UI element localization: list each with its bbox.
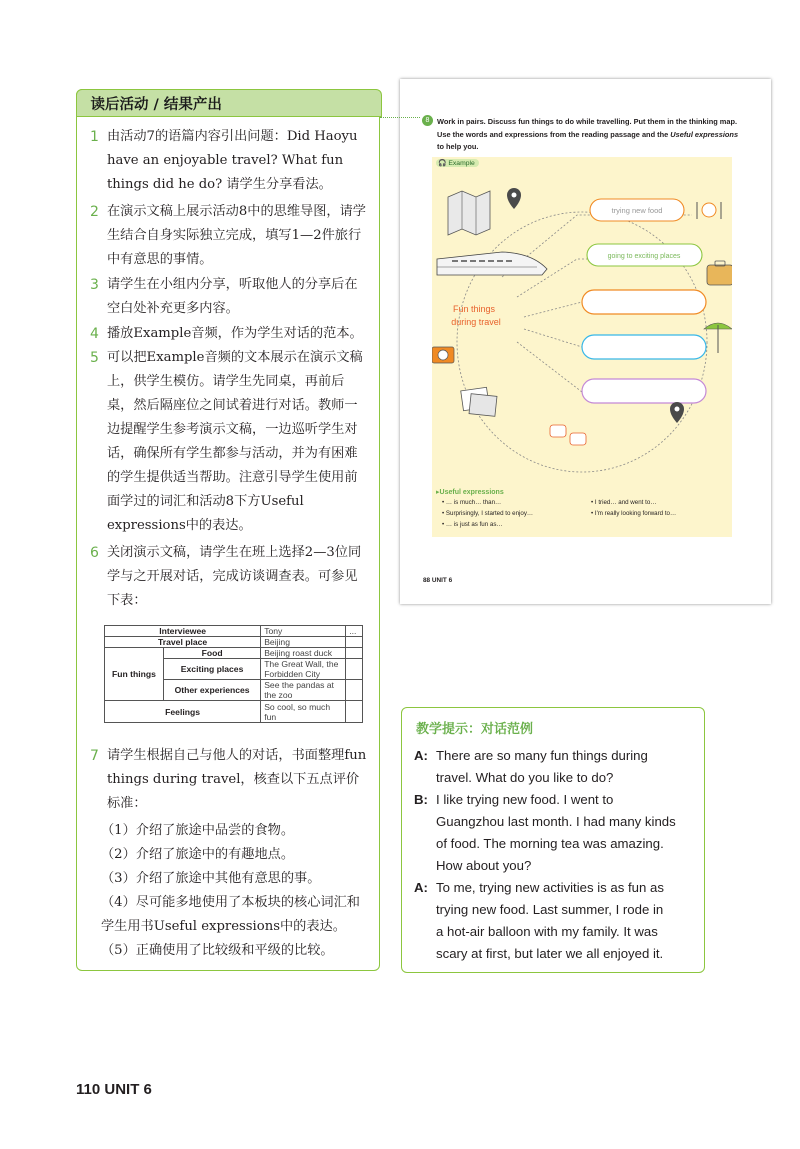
- activity-step-6: [90, 541, 370, 613]
- activity-step-1: [90, 125, 370, 197]
- table-cell: Fun things: [105, 648, 164, 701]
- book-page-footer: 88 UNIT 6: [423, 577, 453, 584]
- activity-step-4: [90, 322, 370, 346]
- step-text: 关闭演示文稿，请学生在班上选择2—3位同学与之开展对话，完成访谈调查表。可参见下表：: [107, 545, 362, 608]
- dialogue-line: [414, 877, 664, 899]
- table-cell: So cool, so much fun: [261, 701, 346, 723]
- page-footer: 110 UNIT 6: [76, 1081, 152, 1098]
- dialogue-text: There are so many fun things during: [436, 748, 648, 763]
- arrow-icon: ▸: [436, 489, 440, 496]
- table-row: [105, 626, 363, 637]
- dialogue-text: I like trying new food. I went to: [436, 792, 614, 807]
- center-label-line-1: Fun things: [452, 304, 496, 314]
- panel-title: 读后活动 / 结果产出: [90, 96, 222, 113]
- table-cell: [346, 659, 363, 680]
- table-cell: Food: [164, 648, 261, 659]
- table-cell: Beijing roast duck: [261, 648, 346, 659]
- tableware-icon: [697, 202, 721, 219]
- step-text: 请学生在小组内分享，听取他人的分享后在空白处补充更多内容。: [107, 277, 358, 316]
- table-cell: The Great Wall, the Forbidden City: [261, 659, 346, 680]
- useful-expressions-title: [436, 488, 736, 499]
- table-cell: See the pandas at the zoo: [261, 680, 346, 701]
- task-text-part: to help you.: [437, 142, 479, 151]
- step-number: 3: [90, 277, 99, 293]
- criterion-2: （2）介绍了旅途中的有趣地点。: [101, 847, 295, 862]
- folded-map-icon: [448, 191, 490, 235]
- activity-step-7: [90, 744, 370, 816]
- thinking-map: [432, 157, 732, 487]
- dialogue-line: trying new food. Last summer, I rode in: [436, 902, 664, 917]
- post-reading-activity-panel: [76, 89, 380, 971]
- task-text-part: Work in pairs. Discuss fun things to do while travelling. Put them in the thinking map. Use the words and expressions from the reading passage and the: [437, 117, 738, 139]
- step-number: 7: [90, 748, 99, 764]
- expression-item: • I tried… and went to…: [591, 499, 657, 506]
- criterion-4: （4）尽可能多地使用了本板块的核心词汇和学生用书Useful expressions中的表达。: [101, 895, 360, 934]
- teaching-tip-dialogue-box: [401, 707, 705, 973]
- example-label: Example: [448, 160, 475, 167]
- branch-line: [517, 342, 582, 392]
- empty-bubble: [582, 379, 706, 403]
- camera-icon: [432, 347, 454, 363]
- step-text: 请学生根据自己与他人的对话，书面整理fun things during travel，核查以下五点评价标准：: [107, 748, 367, 811]
- table-cell: [346, 637, 363, 648]
- table-cell: [346, 648, 363, 659]
- table-cell: [346, 680, 363, 701]
- table-row: [105, 648, 363, 659]
- step-number: 5: [90, 350, 99, 366]
- connector-line: [380, 117, 420, 118]
- table-cell: ...: [346, 626, 363, 637]
- table-cell: Interviewee: [105, 626, 261, 637]
- speaker-label: B:: [414, 792, 428, 807]
- expression-item: • … is just as fun as…: [442, 521, 503, 528]
- table-cell: [346, 701, 363, 723]
- step-text: 由活动7的语篇内容引出问题：Did Haoyu have an enjoyable travel? What fun things did he do? 请学生分享看法。: [107, 129, 358, 192]
- dialogue-text: To me, trying new activities is as fun as: [436, 880, 664, 895]
- activity-step-2: [90, 200, 370, 272]
- step-text: 播放Example音频，作为学生对话的范本。: [107, 326, 363, 341]
- table-cell: Travel place: [105, 637, 261, 648]
- useful-title-text: Useful expressions: [439, 489, 504, 496]
- interview-survey-table: [104, 625, 363, 723]
- activity-step-3: [90, 273, 370, 321]
- step-number: 6: [90, 545, 99, 561]
- dialogue-line: of food. The morning tea was amazing.: [436, 836, 664, 851]
- dialogue-line: scary at first, but later we all enjoyed it.: [436, 946, 664, 961]
- criterion-3: （3）介绍了旅途中其他有意思的事。: [101, 871, 321, 886]
- table-cell: Other experiences: [164, 680, 261, 701]
- panel-header: [76, 89, 382, 117]
- useful-expressions: [436, 488, 736, 528]
- step-text: 在演示文稿上展示活动8中的思维导图，请学生结合自身实际独立完成，填写1—2件旅行中有意思的事情。: [107, 204, 366, 267]
- location-pin-icon: [670, 402, 684, 423]
- student-book-page-image: [400, 79, 771, 604]
- dialogue-line: travel. What do you like to do?: [436, 770, 614, 785]
- table-cell: Exciting places: [164, 659, 261, 680]
- bubble-going-to-exciting-places: [587, 244, 702, 266]
- criterion-5: （5）正确使用了比较级和平级的比较。: [101, 943, 334, 958]
- suitcase-icon: [707, 261, 732, 285]
- location-pin-icon: [507, 188, 521, 209]
- dialogue-line: a hot-air balloon with my family. It was: [436, 924, 658, 939]
- table-row: [105, 701, 363, 723]
- tip-title: 教学提示：对话范例: [416, 722, 534, 737]
- empty-bubble: [582, 290, 706, 314]
- headphones-icon: 🎧: [438, 160, 447, 167]
- expression-item: • … is much… than…: [442, 499, 502, 506]
- chat-bubbles-icon: [550, 425, 586, 445]
- step-number: 4: [90, 326, 99, 342]
- step-number: 1: [90, 129, 99, 145]
- expression-item: • I'm really looking forward to…: [591, 510, 677, 517]
- beach-umbrella-icon: [704, 323, 732, 353]
- center-label-line-2: during travel: [451, 317, 501, 327]
- dialogue-line: [414, 745, 648, 767]
- task-text-italic: Useful expressions: [670, 129, 739, 139]
- bubble-label: trying new food: [611, 206, 663, 215]
- photos-icon: [461, 387, 497, 416]
- expression-item: • Surprisingly, I started to enjoy…: [442, 510, 534, 517]
- activity-step-5: [90, 346, 370, 538]
- high-speed-train-icon: [437, 252, 547, 275]
- speaker-label: A:: [414, 880, 428, 895]
- task-instruction: [437, 116, 747, 154]
- table-cell: Feelings: [105, 701, 261, 723]
- dialogue-line: Guangzhou last month. I had many kinds: [436, 814, 676, 829]
- example-audio-tag[interactable]: [436, 159, 479, 167]
- table-cell: Tony: [261, 626, 346, 637]
- table-cell: Beijing: [261, 637, 346, 648]
- branch-line: [524, 329, 582, 347]
- dialogue-line: How about you?: [436, 858, 532, 873]
- dialogue-line: [414, 789, 613, 811]
- speaker-label: A:: [414, 748, 428, 763]
- task-number-badge: 8: [422, 115, 433, 126]
- criterion-1: （1）介绍了旅途中品尝的食物。: [101, 823, 295, 838]
- bubble-trying-new-food: [590, 199, 684, 221]
- bubble-label: going to exciting places: [607, 253, 681, 260]
- branch-line: [524, 302, 582, 317]
- step-text: 可以把Example音频的文本展示在演示文稿上，供学生模仿。请学生先同桌，再前后桌，然后隔座位之间试着进行对话。教师一边提醒学生参考演示文稿，一边巡听学生对话，确保所有学生都参与活动，并为有困难的学生提供适当帮助。注意引导学生使用前面学过的词汇和活动8下方Useful expressions中的表达。: [107, 350, 363, 533]
- table-row: [105, 637, 363, 648]
- empty-bubble: [582, 335, 706, 359]
- step-number: 2: [90, 204, 99, 220]
